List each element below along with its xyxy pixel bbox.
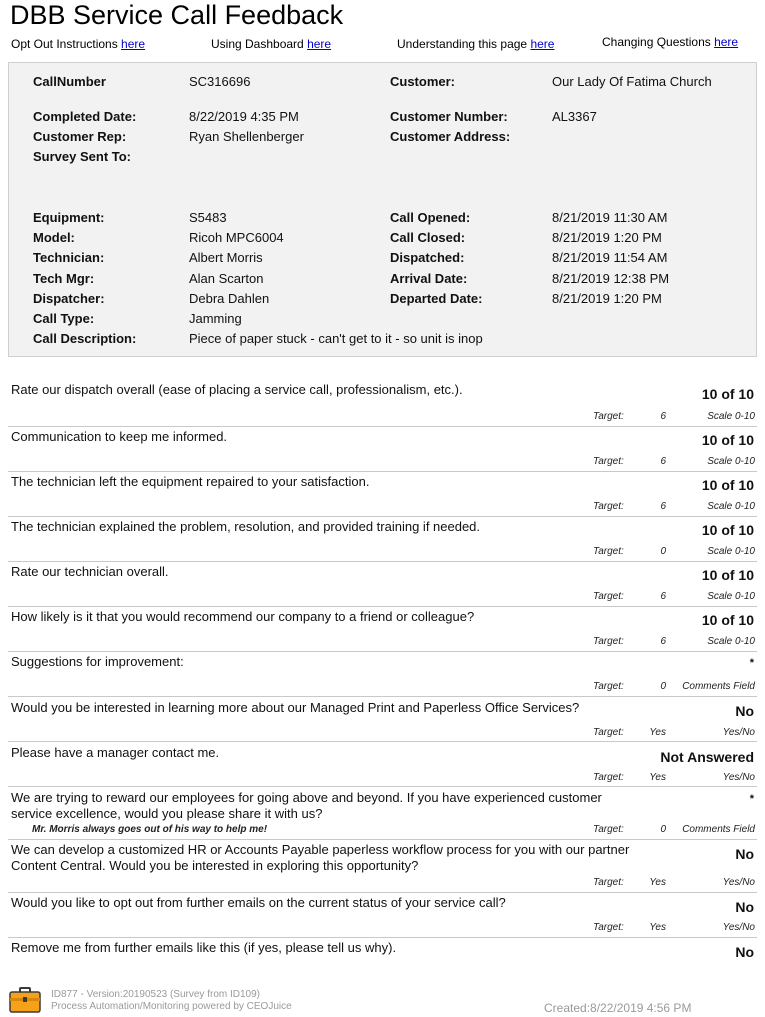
info-label: Customer Rep: <box>33 129 127 144</box>
question-meta <box>8 636 757 649</box>
info-value: 8/21/2019 1:20 PM <box>552 230 662 245</box>
info-label: Call Closed: <box>390 230 466 245</box>
question-text: Remove me from further emails like this (if yes, please tell us why). <box>11 940 397 955</box>
survey-question <box>8 840 757 893</box>
target-label: Target: <box>593 636 624 647</box>
target-label: Target: <box>593 501 624 512</box>
info-label: Call Type: <box>33 311 95 326</box>
info-value: 8/22/2019 4:35 PM <box>189 109 299 124</box>
target-value: Yes <box>649 772 666 783</box>
scale-label: Scale 0-10 <box>707 546 755 557</box>
info-row <box>9 330 756 348</box>
question-meta <box>8 772 757 785</box>
target-value: 0 <box>660 681 666 692</box>
survey-question <box>8 562 757 607</box>
footer-powered-by-line: Process Automation/Monitoring powered by CEOJuice <box>51 1001 292 1012</box>
scale-label: Comments Field <box>682 824 755 835</box>
footer-version-info <box>51 989 292 1013</box>
using-dashboard <box>211 37 331 51</box>
info-label: Customer Number: <box>390 109 508 124</box>
survey-question <box>8 787 757 840</box>
survey-question <box>8 697 757 742</box>
question-meta <box>8 546 757 559</box>
question-text: We are trying to reward our employees for going above and beyond. If you have experienced customer service excellence, would you please share it with us? <box>11 790 602 821</box>
target-value: 6 <box>660 501 666 512</box>
target-value: 6 <box>660 591 666 602</box>
info-label: Call Opened: <box>390 210 471 225</box>
question-text: The technician explained the problem, resolution, and provided training if needed. <box>11 519 481 534</box>
using-dashboard-here-link[interactable]: here <box>307 37 332 51</box>
question-text: Would you like to opt out from further emails on the current status of your service call? <box>11 895 506 910</box>
scale-label: Yes/No <box>722 877 755 888</box>
understanding-page-label: Understanding this page <box>397 37 531 51</box>
info-value: S5483 <box>189 210 227 225</box>
info-row <box>9 229 756 247</box>
info-row <box>9 270 756 288</box>
question-meta <box>8 456 757 469</box>
opt-out-here-link[interactable]: here <box>121 37 146 51</box>
info-label: Completed Date: <box>33 109 137 124</box>
target-value: 6 <box>660 636 666 647</box>
question-score: 10 of 10 <box>701 477 754 493</box>
info-value: Albert Morris <box>189 250 263 265</box>
question-meta <box>8 681 757 694</box>
question-score: 10 of 10 <box>701 567 754 583</box>
question-text: Suggestions for improvement: <box>11 654 184 669</box>
footer-created-timestamp: Created:8/22/2019 4:56 PM <box>544 1001 692 1015</box>
info-label: Survey Sent To: <box>33 149 132 164</box>
target-label: Target: <box>593 681 624 692</box>
info-value: Ricoh MPC6004 <box>189 230 284 245</box>
target-label: Target: <box>593 456 624 467</box>
target-value: Yes <box>649 922 666 933</box>
info-row <box>9 249 756 267</box>
question-score: * <box>749 793 754 805</box>
question-meta <box>8 591 757 604</box>
info-value: AL3367 <box>552 109 597 124</box>
question-score: 10 of 10 <box>701 386 754 402</box>
target-value: Yes <box>649 727 666 738</box>
help-links-bar <box>0 37 765 53</box>
target-label: Target: <box>593 727 624 738</box>
info-value: 8/21/2019 11:54 AM <box>552 250 668 265</box>
understanding-page-here-link[interactable]: here <box>530 37 555 51</box>
info-row <box>9 73 756 91</box>
question-score: No <box>735 846 754 862</box>
target-label: Target: <box>593 591 624 602</box>
question-text: Would you be interested in learning more about our Managed Print and Paperless Office Services? <box>11 700 580 715</box>
target-value: Yes <box>649 877 666 888</box>
question-meta <box>8 877 757 890</box>
page-footer <box>8 985 757 1015</box>
changing-questions <box>602 35 738 49</box>
survey-question <box>8 382 757 427</box>
scale-label: Scale 0-10 <box>707 501 755 512</box>
question-score: 10 of 10 <box>701 612 754 628</box>
target-label: Target: <box>593 411 624 422</box>
info-row <box>9 108 756 126</box>
info-row <box>9 310 756 328</box>
info-label: Dispatched: <box>390 250 465 265</box>
survey-question <box>8 652 757 697</box>
scale-label: Scale 0-10 <box>707 591 755 602</box>
target-label: Target: <box>593 546 624 557</box>
info-label: Tech Mgr: <box>33 271 95 286</box>
info-label: Model: <box>33 230 75 245</box>
info-value: Debra Dahlen <box>189 291 270 306</box>
scale-label: Yes/No <box>722 922 755 933</box>
opt-out-instructions <box>11 37 145 51</box>
question-score: Not Answered <box>660 749 754 765</box>
info-label: Technician: <box>33 250 105 265</box>
target-value: 6 <box>660 411 666 422</box>
using-dashboard-label: Using Dashboard <box>211 37 308 51</box>
target-value: 6 <box>660 456 666 467</box>
survey-question <box>8 607 757 652</box>
customer-comment: Mr. Morris always goes out of his way to help me! <box>32 824 268 835</box>
survey-question <box>8 517 757 562</box>
changing-questions-label: Changing Questions <box>602 35 715 49</box>
info-row <box>9 290 756 308</box>
info-label: Dispatcher: <box>33 291 105 306</box>
info-row <box>9 209 756 227</box>
footer-version-line: ID877 - Version:20190523 (Survey from ID109) <box>51 989 260 1000</box>
info-label: CallNumber <box>33 74 106 89</box>
info-value: 8/21/2019 12:38 PM <box>552 271 670 286</box>
opt-out-label: Opt Out Instructions <box>11 37 122 51</box>
info-label: Customer: <box>390 74 456 89</box>
survey-question <box>8 893 757 938</box>
question-meta <box>8 501 757 514</box>
target-label: Target: <box>593 824 624 835</box>
info-value: Alan Scarton <box>189 271 264 286</box>
question-score: * <box>749 657 754 669</box>
question-text: We can develop a customized HR or Accounts Payable paperless workflow process for you with our partner Content Central. Would you be interested in exploring this opportunity? <box>11 842 630 873</box>
survey-question <box>8 427 757 472</box>
info-label: Departed Date: <box>390 291 483 306</box>
target-label: Target: <box>593 877 624 888</box>
question-meta <box>8 411 757 424</box>
scale-label: Yes/No <box>722 727 755 738</box>
question-meta <box>8 727 757 740</box>
info-value: 8/21/2019 1:20 PM <box>552 291 662 306</box>
target-label: Target: <box>593 922 624 933</box>
info-label: Call Description: <box>33 331 137 346</box>
question-meta <box>8 922 757 935</box>
scale-label: Comments Field <box>682 681 755 692</box>
info-value: Piece of paper stuck - can't get to it - so unit is inop <box>189 331 483 346</box>
question-text: Communication to keep me informed. <box>11 429 228 444</box>
info-label: Customer Address: <box>390 129 511 144</box>
info-value: Our Lady Of Fatima Church <box>552 74 712 89</box>
scale-label: Scale 0-10 <box>707 411 755 422</box>
question-text: How likely is it that you would recommend our company to a friend or colleague? <box>11 609 475 624</box>
target-value: 0 <box>660 824 666 835</box>
question-score: 10 of 10 <box>701 522 754 538</box>
changing-questions-here-link[interactable]: here <box>714 35 739 49</box>
info-row <box>9 148 756 166</box>
info-label: Equipment: <box>33 210 105 225</box>
info-value: 8/21/2019 11:30 AM <box>552 210 668 225</box>
question-text: Rate our technician overall. <box>11 564 169 579</box>
info-row <box>9 128 756 146</box>
survey-question <box>8 742 757 787</box>
survey-question <box>8 938 757 968</box>
question-text: The technician left the equipment repaired to your satisfaction. <box>11 474 370 489</box>
survey-question <box>8 472 757 517</box>
question-score: No <box>735 899 754 915</box>
page-title: DBB Service Call Feedback <box>10 0 344 30</box>
briefcase-icon <box>9 987 41 1013</box>
info-value: Ryan Shellenberger <box>189 129 304 144</box>
call-info-panel <box>8 62 757 357</box>
scale-label: Yes/No <box>722 772 755 783</box>
question-meta <box>8 824 757 837</box>
info-value: SC316696 <box>189 74 251 89</box>
scale-label: Scale 0-10 <box>707 636 755 647</box>
question-score: 10 of 10 <box>701 432 754 448</box>
info-label: Arrival Date: <box>390 271 468 286</box>
scale-label: Scale 0-10 <box>707 456 755 467</box>
target-label: Target: <box>593 772 624 783</box>
target-value: 0 <box>660 546 666 557</box>
question-text: Please have a manager contact me. <box>11 745 220 760</box>
question-score: No <box>735 703 754 719</box>
info-value: Jamming <box>189 311 242 326</box>
understanding-page <box>397 37 554 51</box>
question-score: No <box>735 944 754 960</box>
question-text: Rate our dispatch overall (ease of placing a service call, professionalism, etc.). <box>11 382 463 397</box>
